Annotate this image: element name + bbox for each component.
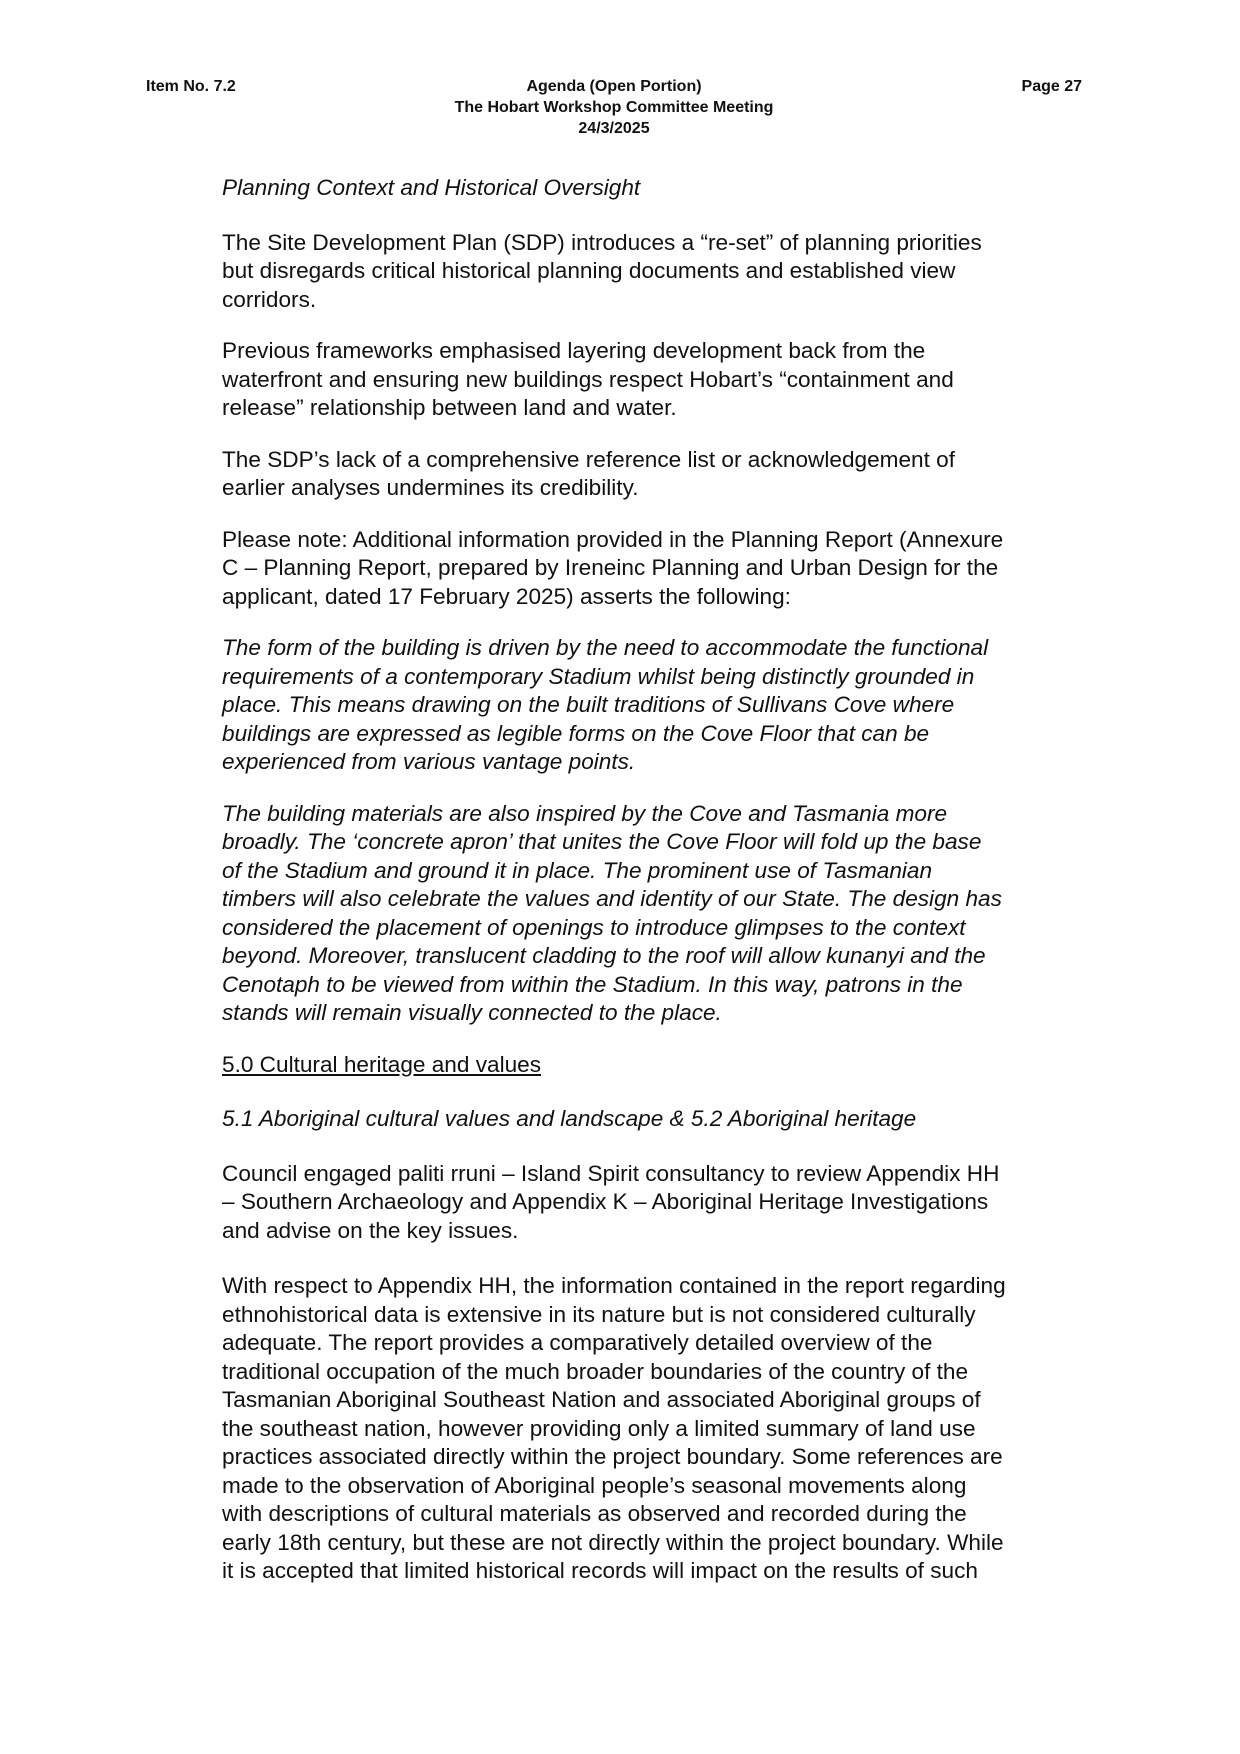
heading-planning-context: Planning Context and Historical Oversight	[222, 175, 641, 200]
paragraph-sdp-reset: The Site Development Plan (SDP) introduces a “re-set” of planning priorities but disregards critical historical planning documents and established view corridors.	[222, 229, 982, 312]
agenda-title: Agenda (Open Portion)	[526, 78, 702, 95]
meeting-date: 24/3/2025	[578, 120, 650, 137]
paragraph-appendix-hh: With respect to Appendix HH, the information contained in the report regarding ethnohistorical data is extensive in its nature but is not considered culturally adequate. The report provides a comparatively detailed overview of the traditional occupation of the much broader boundaries of the country of the Tasmanian Aboriginal Southeast Nation and associated Aboriginal groups of the southeast nation, however providing only a limited summary of land use practices associated directly within the project boundary. Some references are made to the observation of Aboriginal people’s seasonal movements along with descriptions of cultural materials as observed and recorded during the early 18th century, but these are not directly within the project boundary. While it is accepted that limited historical records will impact on the results of such	[222, 1273, 1006, 1583]
meeting-title: The Hobart Workshop Committee Meeting	[454, 99, 774, 116]
section-heading-cultural-heritage: 5.0 Cultural heritage and values	[222, 1051, 542, 1077]
item-number: Item No. 7.2	[146, 78, 236, 95]
quote-building-materials: The building materials are also inspired by the Cove and Tasmania more broadly. The ‘concrete apron’ that unites the Cove Floor will fold up the base of the Stadium and ground it in place. The prominent use of Tasmanian timbers will also celebrate the values and identity of our State. The design has considered the placement of openings to introduce glimpses to the context beyond. Moreover, translucent cladding to the roof will allow kunanyi and the Cenotaph to be viewed from within the Stadium. In this way, patrons in the stands will remain visually connected to the place.	[222, 800, 1002, 1025]
subsection-heading-aboriginal: 5.1 Aboriginal cultural values and landscape & 5.2 Aboriginal heritage	[222, 1106, 917, 1131]
page-number: Page 27	[1021, 78, 1082, 95]
paragraph-sdp-credibility: The SDP’s lack of a comprehensive reference list or acknowledgement of earlier analyses undermines its credibility.	[222, 446, 955, 500]
paragraph-please-note: Please note: Additional information provided in the Planning Report (Annexure C – Planning Report, prepared by Ireneinc Planning and Urban Design for the applicant, dated 17 February 2025) asserts the following:	[222, 526, 1004, 609]
paragraph-previous-frameworks: Previous frameworks emphasised layering development back from the waterfront and ensuring new buildings respect Hobart’s “containment and release” relationship between land and water.	[222, 338, 954, 420]
page-header	[146, 76, 1082, 146]
quote-building-form: The form of the building is driven by the need to accommodate the functional requirements of a contemporary Stadium whilst being distinctly grounded in place. This means drawing on the built traditions of Sullivans Cove where buildings are expressed as legible forms on the Cove Floor that can be experienced from various vantage points.	[222, 635, 989, 774]
paragraph-council-engaged: Council engaged paliti rruni – Island Spirit consultancy to review Appendix HH – Southern Archaeology and Appendix K – Aboriginal Heritage Investigations and advise on the key issues.	[222, 1160, 1000, 1243]
document-body	[222, 174, 1102, 1586]
meeting-info	[146, 76, 1082, 139]
